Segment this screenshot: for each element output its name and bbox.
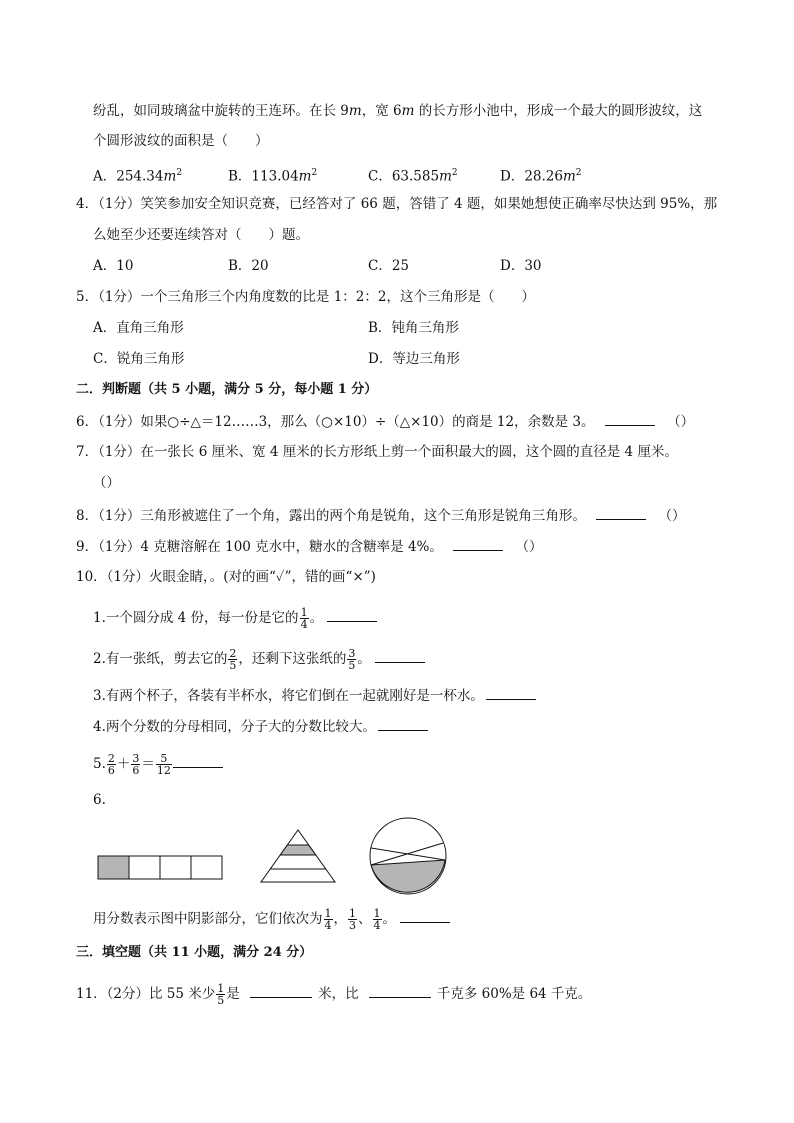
q5-option-b[interactable]: B．钝角三角形 [368, 320, 459, 336]
q10-item-1: 1.一个圆分成 4 份，每一份是它的 $\frac{1}{4}$ 。 [93, 603, 377, 633]
q5-line1: 5．（1分）一个三角形三个内角度数的比是 1：2：2，这个三角形是（ ） [76, 289, 535, 305]
triangle-shaded-band [280, 845, 316, 855]
q8-answer-blank[interactable] [596, 505, 646, 520]
q4-option-a[interactable]: A．10 [93, 258, 134, 274]
q10-item-6-blank[interactable] [400, 908, 450, 923]
bar-cell [129, 856, 160, 879]
section-3-heading: 三．填空题（共 11 小题，满分 24 分） [76, 945, 313, 960]
q7-paren[interactable]: （） [93, 475, 120, 491]
fraction: $\frac{1}{4}$ [373, 907, 381, 932]
q7-line: 7．（1分）在一张长 6 厘米、宽 4 厘米的长方形纸上剪一个面积最大的圆，这个圆的直径是 4 厘米。 [76, 444, 678, 460]
fraction: $\frac{3}{5}$ [348, 647, 356, 672]
q3-option-d[interactable]: D．$28.26m^2$ [500, 168, 582, 185]
q10-item-4: 4.两个分数的分母相同，分子大的分数比较大。 [93, 716, 428, 737]
fraction: $\frac{2}{6}$ [107, 752, 115, 777]
q10-item-1-blank[interactable] [327, 607, 377, 622]
circle-shaded-region [371, 860, 445, 892]
q11-line: 11．（2分）比 55 米少 $\frac{1}{5}$ 是 米，比 千克多 60%是 64 千克。 [76, 982, 592, 1007]
q4-line1: 4．（1分）笑笑参加安全知识竞赛，已经答对了 66 题，答错了 4 题，如果她想使正确率尽快达到 95%，那 [76, 196, 718, 212]
q11-blank-1[interactable] [250, 983, 312, 998]
q4-option-c[interactable]: C．25 [368, 258, 410, 274]
q8-line: 8．（1分）三角形被遮住了一个角，露出的两个角是锐角，这个三角形是锐角三角形。 （） [76, 505, 686, 526]
section-2-heading: 二．判断题（共 5 小题，满分 5 分，每小题 1 分） [76, 382, 378, 397]
q9-line: 9．（1分）4 克糖溶解在 100 克水中，糖水的含糖率是 4%。 （） [76, 536, 542, 557]
bar-cell [160, 856, 191, 879]
q4-option-b[interactable]: B．20 [228, 258, 269, 274]
bar-cell-shaded [98, 856, 129, 879]
q3-option-c[interactable]: C．$63.585m^2$ [368, 168, 458, 185]
triangle-outline [261, 830, 335, 882]
q5-option-a[interactable]: A．直角三角形 [93, 320, 184, 336]
q10-item-4-blank[interactable] [378, 716, 428, 731]
q4-line2: 么她至少还要连续答对（ ）题。 [93, 227, 309, 243]
q4-option-d[interactable]: D．30 [500, 258, 542, 274]
fraction: $\frac{3}{6}$ [132, 752, 140, 777]
q6-answer-blank[interactable] [605, 411, 655, 426]
q10-item-3-blank[interactable] [486, 685, 536, 700]
q10-item-3: 3.有两个杯子，各装有半杯水，将它们倒在一起就刚好是一杯水。 [93, 685, 536, 706]
fraction: $\frac{1}{3}$ [349, 907, 356, 932]
q5-option-c[interactable]: C．锐角三角形 [93, 351, 185, 367]
fraction: $\frac{1}{4}$ [324, 907, 332, 932]
q10-item-5: 5. $\frac{2}{6}$ ＋ $\frac{3}{6}$ ＝ $\frac{5}{12}$ [93, 749, 223, 779]
q10-title: 10．（1分）火眼金睛，。(对的画“✓”，错的画“×”) [76, 569, 376, 585]
q3-option-b[interactable]: B．$113.04m^2$ [228, 168, 318, 185]
q3-option-a[interactable]: A．$254.34m^2$ [93, 168, 183, 185]
q9-answer-blank[interactable] [453, 536, 503, 551]
q10-item-6-number: 6. [93, 792, 106, 808]
q10-item-6-text: 用分数表示图中阴影部分，它们依次为 $\frac{1}{4}$ ， $\frac{1}{3}$ 、 $\frac{1}{4}$ 。 [93, 903, 450, 935]
fraction: $\frac{1}{4}$ [300, 606, 308, 631]
q5-option-d[interactable]: D．等边三角形 [368, 351, 460, 367]
q10-item-2: 2.有一张纸，剪去它的 $\frac{2}{5}$ ，还剩下这张纸的 $\frac{3}{5}$ 。 [93, 644, 425, 674]
q3-line2: 个圆形波纹的面积是（ ） [93, 133, 269, 149]
q3-line1: 纷乱，如同玻璃盆中旋转的王连环。在长 9m，宽 6m 的长方形小池中，形成一个最大的圆形波纹，这 [93, 103, 703, 119]
q10-item-5-blank[interactable] [173, 753, 223, 768]
fraction: $\frac{5}{12}$ [156, 752, 171, 777]
circle-figure [367, 815, 449, 897]
q10-item-2-blank[interactable] [375, 648, 425, 663]
bar-cell [191, 856, 222, 879]
bar-figure [97, 855, 225, 881]
q6-line: 6．（1分）如果○÷△＝12……3，那么（○×10）÷（△×10）的商是 12，余数是 3。 （） [76, 411, 694, 432]
fraction: $\frac{1}{5}$ [217, 982, 225, 1007]
q11-blank-2[interactable] [369, 983, 431, 998]
triangle-figure [258, 828, 338, 884]
fraction: $\frac{2}{5}$ [229, 647, 237, 672]
